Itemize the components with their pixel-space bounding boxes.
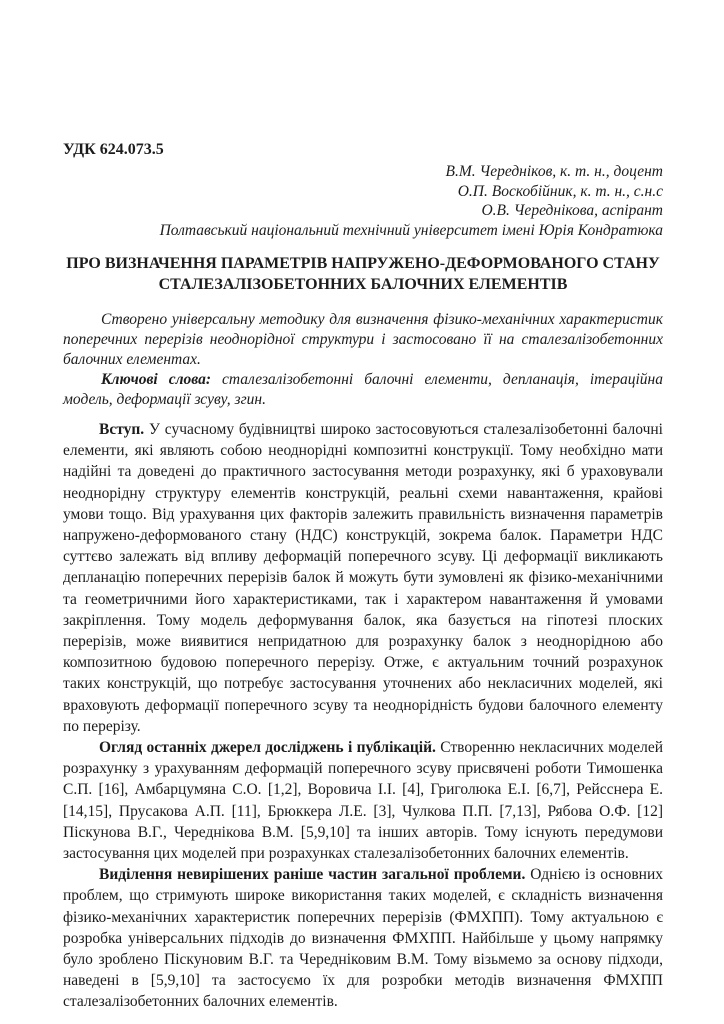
- section-heading-intro: Вступ.: [99, 421, 145, 438]
- problem-text: Однією із основних проблем, що стримують широке використання таких моделей, є складність визначення фізико-механічних характеристик поперечних перерізів (ФМХПП). Тому актуальною є розробка універсальних підходів до визначення ФМХПП. Найбільше у цьому напрямку було зроблено Піскуновим В.Г. та Чередніковим В.М. Тому візьмемо за основу підходи, наведені в [5,9,10] та застосуємо їх для розробки методів визначення ФМХПП сталезалізобетонних балочних елементів.: [63, 866, 664, 1011]
- paper-title: ПРО ВИЗНАЧЕННЯ ПАРАМЕТРІВ НАПРУЖЕНО-ДЕФОРМОВАНОГО СТАНУ СТАЛЕЗАЛІЗОБЕТОННИХ БАЛОЧНИХ ЕЛЕМЕНТІВ: [66, 255, 660, 293]
- review-text: Створенню некласичних моделей розрахунку з урахуванням деформацій поперечного зсуву присвячені роботи Тимошенка С.П. [16], Амбарцумяна С.О. [1,2], Воровича І.І. [4], Григолюка Е.І. [6,7], Рейсснера Е. [14,15], Прусакова А.П. [11], Брюккера Л.Е. [3], Чулкова П.П. [7,13], Рябова О.Ф. [12] Піскунова В.Г., Череднікова В.М. [5,9,10] та інших авторів. Тому існують передумови застосування цих моделей при розрахунках сталезалізобетонних балочних елементів.: [63, 739, 663, 863]
- author-line-2: О.П. Воскобійник, к. т. н., с.н.с: [457, 182, 663, 200]
- author-line-1: В.М. Чередніков, к. т. н., доцент: [445, 163, 663, 180]
- intro-text: У сучасному будівництві широко застосовуються сталезалізобетонні балочні елементи, які являють собою неоднорідні композитні конструкції. Тому необхідно мати надійні та доведені до практичного застосування методи розрахунку, які б ураховували неоднорідну структуру елементів конструкцій, реальні схеми навантаження, крайові умови тощо. Від урахування цих факторів залежить правильність визначення параметрів напружено-деформованого стану (НДС) конструкцій, зокрема балок. Параметри НДС суттєво залежать від впливу деформацій поперечного зсуву. Ці деформації викликають депланацію поперечних перерізів балок й можуть бути зумовлені як фізико-механічними та геометричними його характеристиками, так і характером навантаження й умовами закріплення. Тому модель деформування балок, яка базується на гіпотезі плоских перерізів, може виявитися непридатною для розрахунку балок з неоднорідною або композитною будовою поперечного перерізу. Отже, є актуальним точний розрахунок таких конструкцій, що потребує застосування уточнених або некласичних моделей, які враховують деформації поперечного зсуву та неоднорідність будови балочного елементу по перерізу.: [63, 421, 663, 735]
- keywords-text: сталезалізобетонні балочні елементи, депланація, ітераційна модель, деформації зсуву, згин.: [63, 371, 663, 408]
- affiliation-line: Полтавський національний технічний університет імені Юрія Кондратюка: [159, 221, 663, 239]
- author-block: [63, 162, 663, 240]
- review-paragraph: [63, 737, 663, 864]
- section-heading-problem: Виділення невирішених раніше частин загальної проблеми.: [99, 866, 526, 884]
- abstract-block: [63, 310, 663, 410]
- problem-paragraph: [63, 864, 663, 1012]
- intro-paragraph: [63, 419, 663, 737]
- section-heading-review: Огляд останніх джерел досліджень і публікацій.: [99, 739, 436, 757]
- abstract-text: Створено універсальну методику для визначення фізико-механічних характеристик поперечних перерізів неоднорідної структури і застосовано її на сталезалізобетонних балочних елементах.: [63, 311, 663, 368]
- keywords-line: [63, 370, 663, 410]
- paper-body: [63, 419, 663, 1013]
- author-line-3: О.В. Череднікова, аспірант: [481, 202, 663, 219]
- keywords-label: Ключові слова:: [101, 371, 212, 388]
- udc-code: УДК 624.073.5: [63, 141, 164, 158]
